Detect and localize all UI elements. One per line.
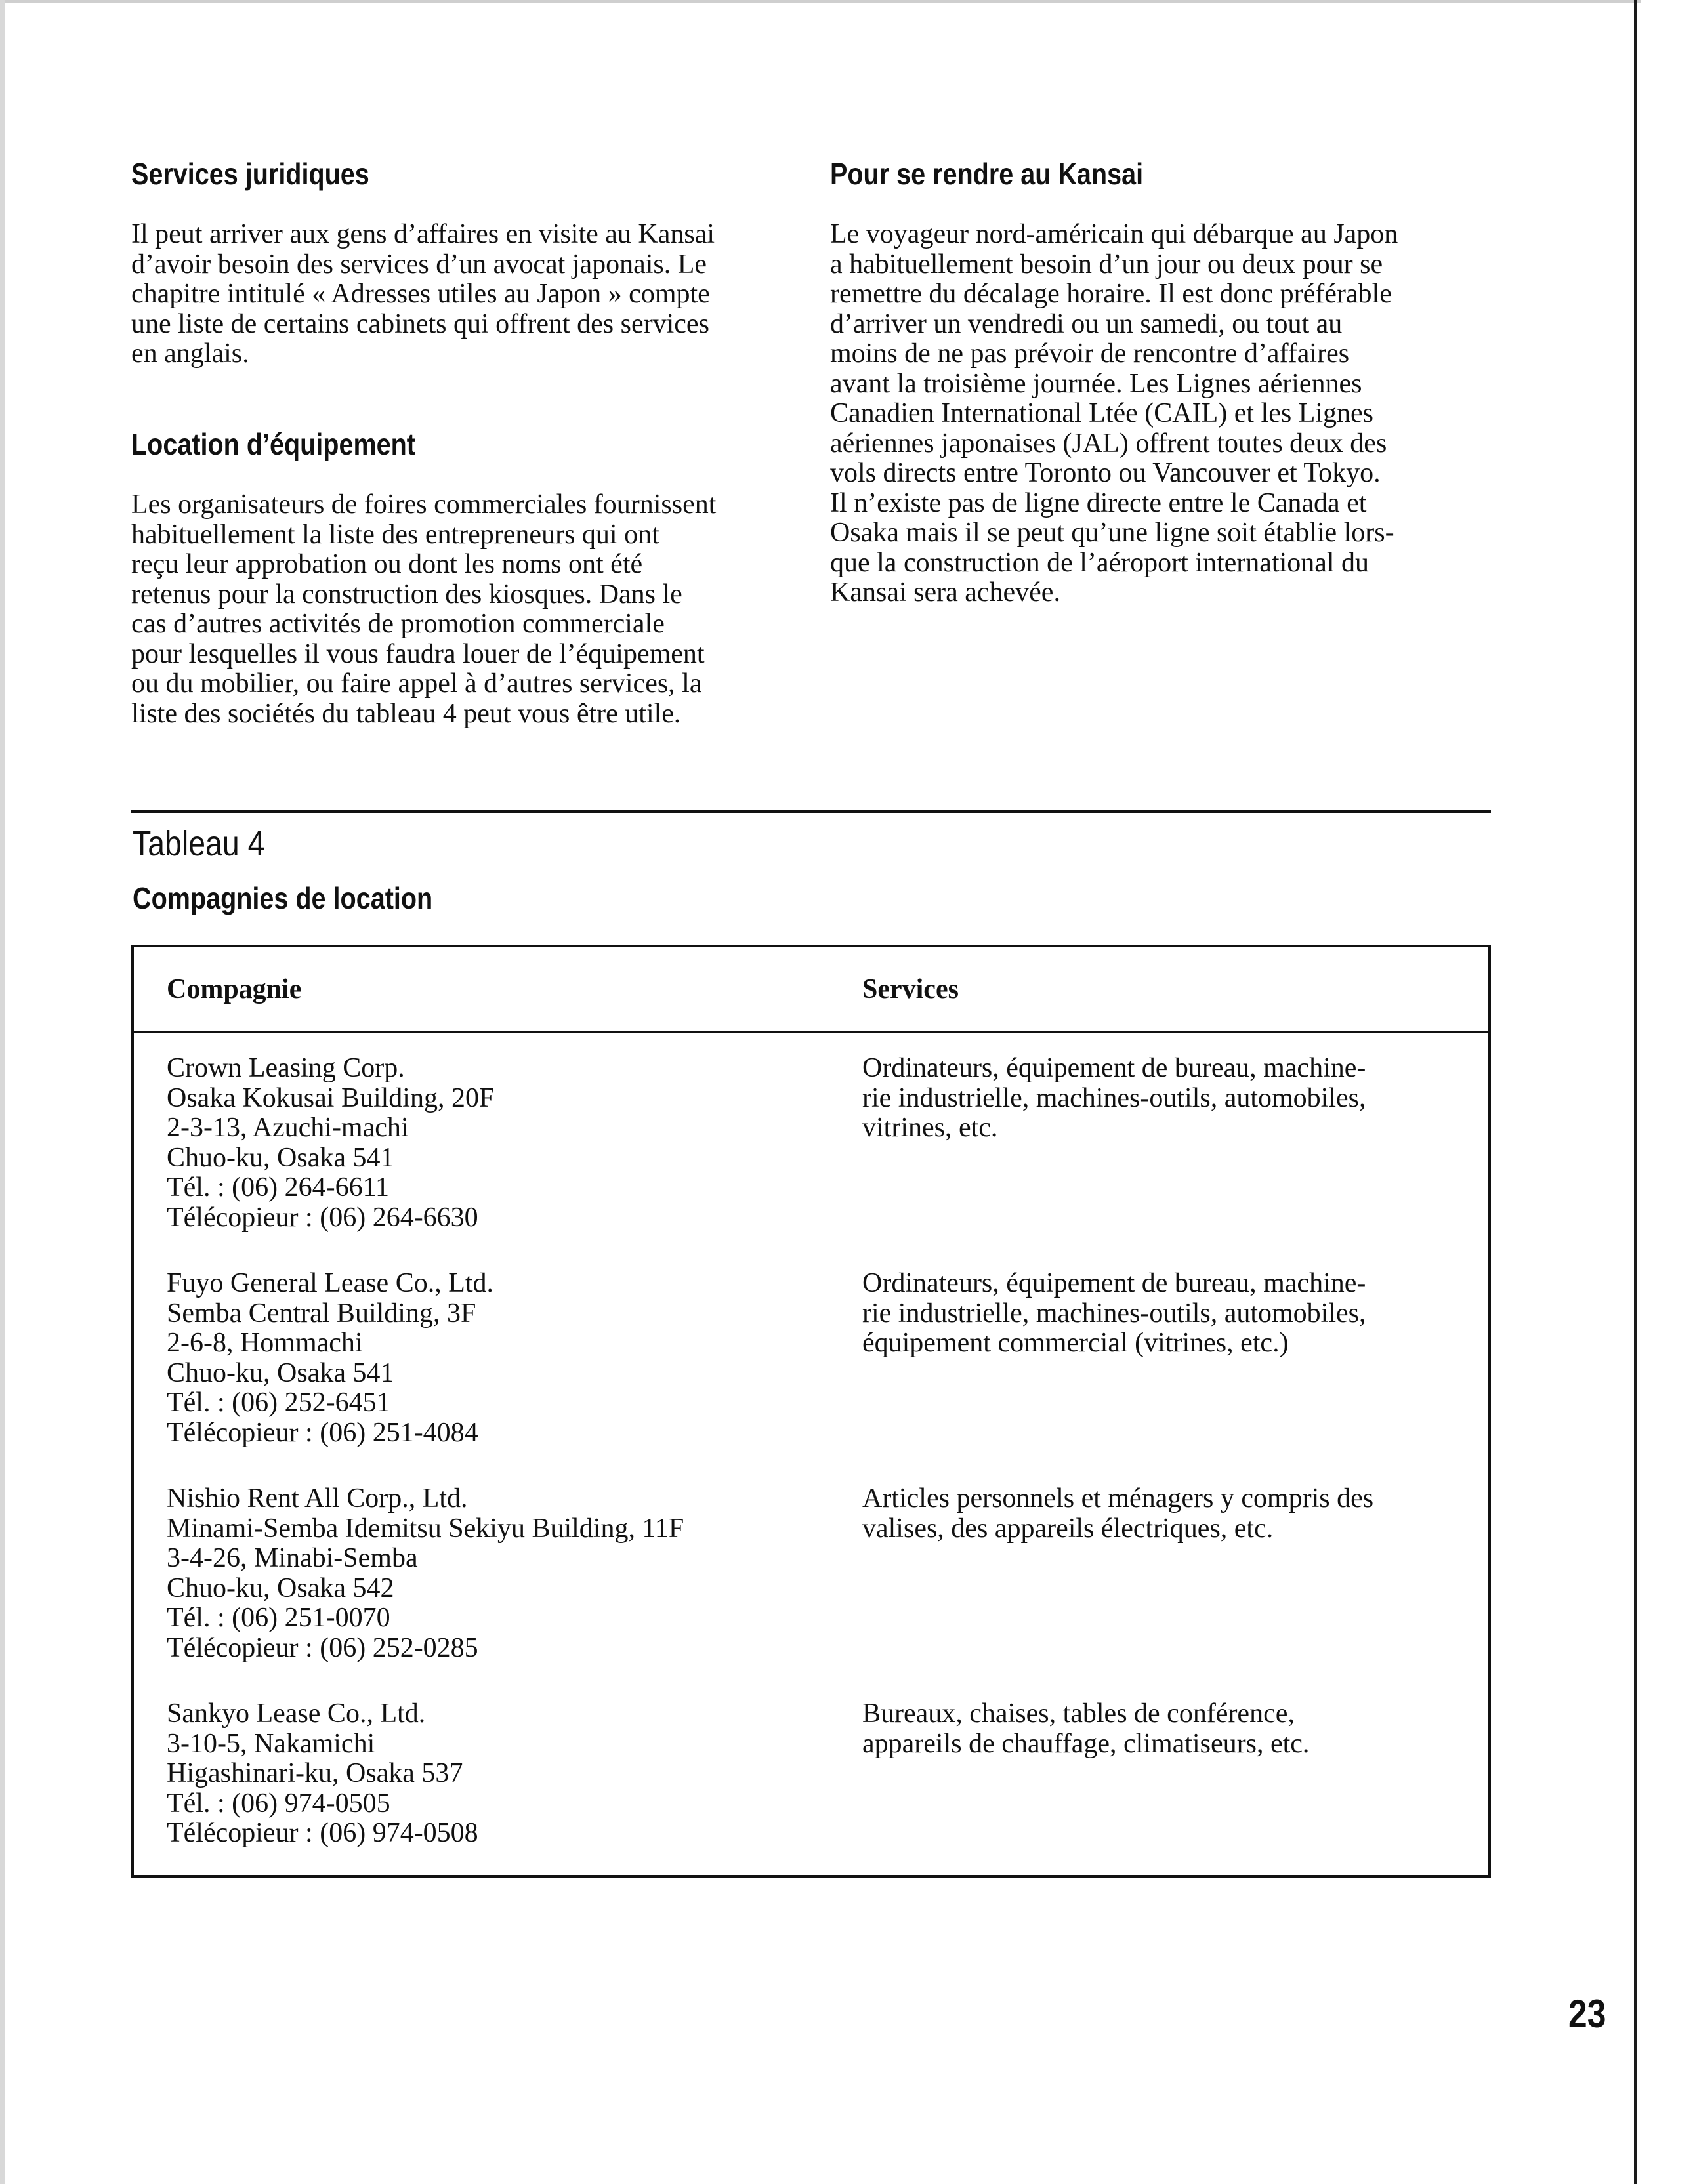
heading-pour-se-rendre: Pour se rendre au Kansai <box>830 157 1144 191</box>
table-row-company: Nishio Rent All Corp., Ltd. Minami-Semba Idemitsu Sekiyu Building, 11F 3-4-26, Minabi-Semba Chuo-ku, Osaka 542 Tél. : (06) 251-0070 Télécopieur : (06) 252-0285 <box>167 1483 684 1663</box>
table-subtitle: Compagnies de location <box>133 881 433 915</box>
table-row-company: Crown Leasing Corp. Osaka Kokusai Building, 20F 2-3-13, Azuchi-machi Chuo-ku, Osaka 541 Tél. : (06) 264-6611 Télécopieur : (06) 264-6630 <box>167 1053 495 1233</box>
paragraph-pour-se-rendre: Le voyageur nord-américain qui débarque au Japon a habituellement besoin d’un jour ou deux pour se remettre du décalage horaire. Il est donc préférable d’arriver un vendredi ou un samedi, ou tout au moins de ne pas prévoir de rencontre d’affaires avant la troisième journée. Les Lignes aériennes Canadien International Ltée (CAIL) et les Lignes aériennes japonaises (JAL) offrent toutes deux des vols directs entre Toronto ou Vancouver et Tokyo. Il n’existe pas de ligne directe entre le Canada et Osaka mais il se peut qu’une ligne soit établie lors- que la construction de l’aéroport international du Kansai sera achevée. <box>830 219 1398 608</box>
heading-services-juridiques: Services juridiques <box>131 157 369 191</box>
column-header-services: Services <box>862 974 959 1004</box>
page-edge-top <box>0 0 1641 3</box>
table-title: Tableau 4 <box>133 824 265 863</box>
page-edge-right <box>1634 0 1637 2184</box>
rental-companies-table <box>131 945 1491 1878</box>
table-row-services: Ordinateurs, équipement de bureau, machine- rie industrielle, machines-outils, automobiles, équipement commercial (vitrines, etc.) <box>862 1268 1366 1358</box>
paragraph-services-juridiques: Il peut arriver aux gens d’affaires en visite au Kansai d’avoir besoin des services d’un avocat japonais. Le chapitre intitulé « Adresses utiles au Japon » compte une liste de certains cabinets qui offrent des services en anglais. <box>131 219 715 369</box>
page-edge-left <box>0 0 5 2184</box>
table-row-services: Bureaux, chaises, tables de conférence, appareils de chauffage, climatiseurs, etc. <box>862 1699 1310 1759</box>
section-rule <box>131 810 1491 813</box>
table-row-company: Fuyo General Lease Co., Ltd. Semba Central Building, 3F 2-6-8, Hommachi Chuo-ku, Osaka 541 Tél. : (06) 252-6451 Télécopieur : (06) 251-4084 <box>167 1268 494 1448</box>
page-number: 23 <box>1568 1992 1606 2036</box>
table-header-separator <box>134 1031 1488 1033</box>
heading-location-equipement: Location d’équipement <box>131 427 415 461</box>
table-row-services: Articles personnels et ménagers y compris des valises, des appareils électriques, etc. <box>862 1483 1374 1544</box>
table-row-services: Ordinateurs, équipement de bureau, machine- rie industrielle, machines-outils, automobiles, vitrines, etc. <box>862 1053 1366 1143</box>
column-header-compagnie: Compagnie <box>167 974 302 1004</box>
table-row-company: Sankyo Lease Co., Ltd. 3-10-5, Nakamichi Higashinari-ku, Osaka 537 Tél. : (06) 974-0505 Télécopieur : (06) 974-0508 <box>167 1699 478 1848</box>
paragraph-location-equipement: Les organisateurs de foires commerciales fournissent habituellement la liste des entrepreneurs qui ont reçu leur approbation ou dont les noms ont été retenus pour la construction des kiosques. Dans le cas d’autres activités de promotion commerciale pour lesquelles il vous faudra louer de l’équipement ou du mobilier, ou faire appel à d’autres services, la liste des sociétés du tableau 4 peut vous être utile. <box>131 489 717 729</box>
